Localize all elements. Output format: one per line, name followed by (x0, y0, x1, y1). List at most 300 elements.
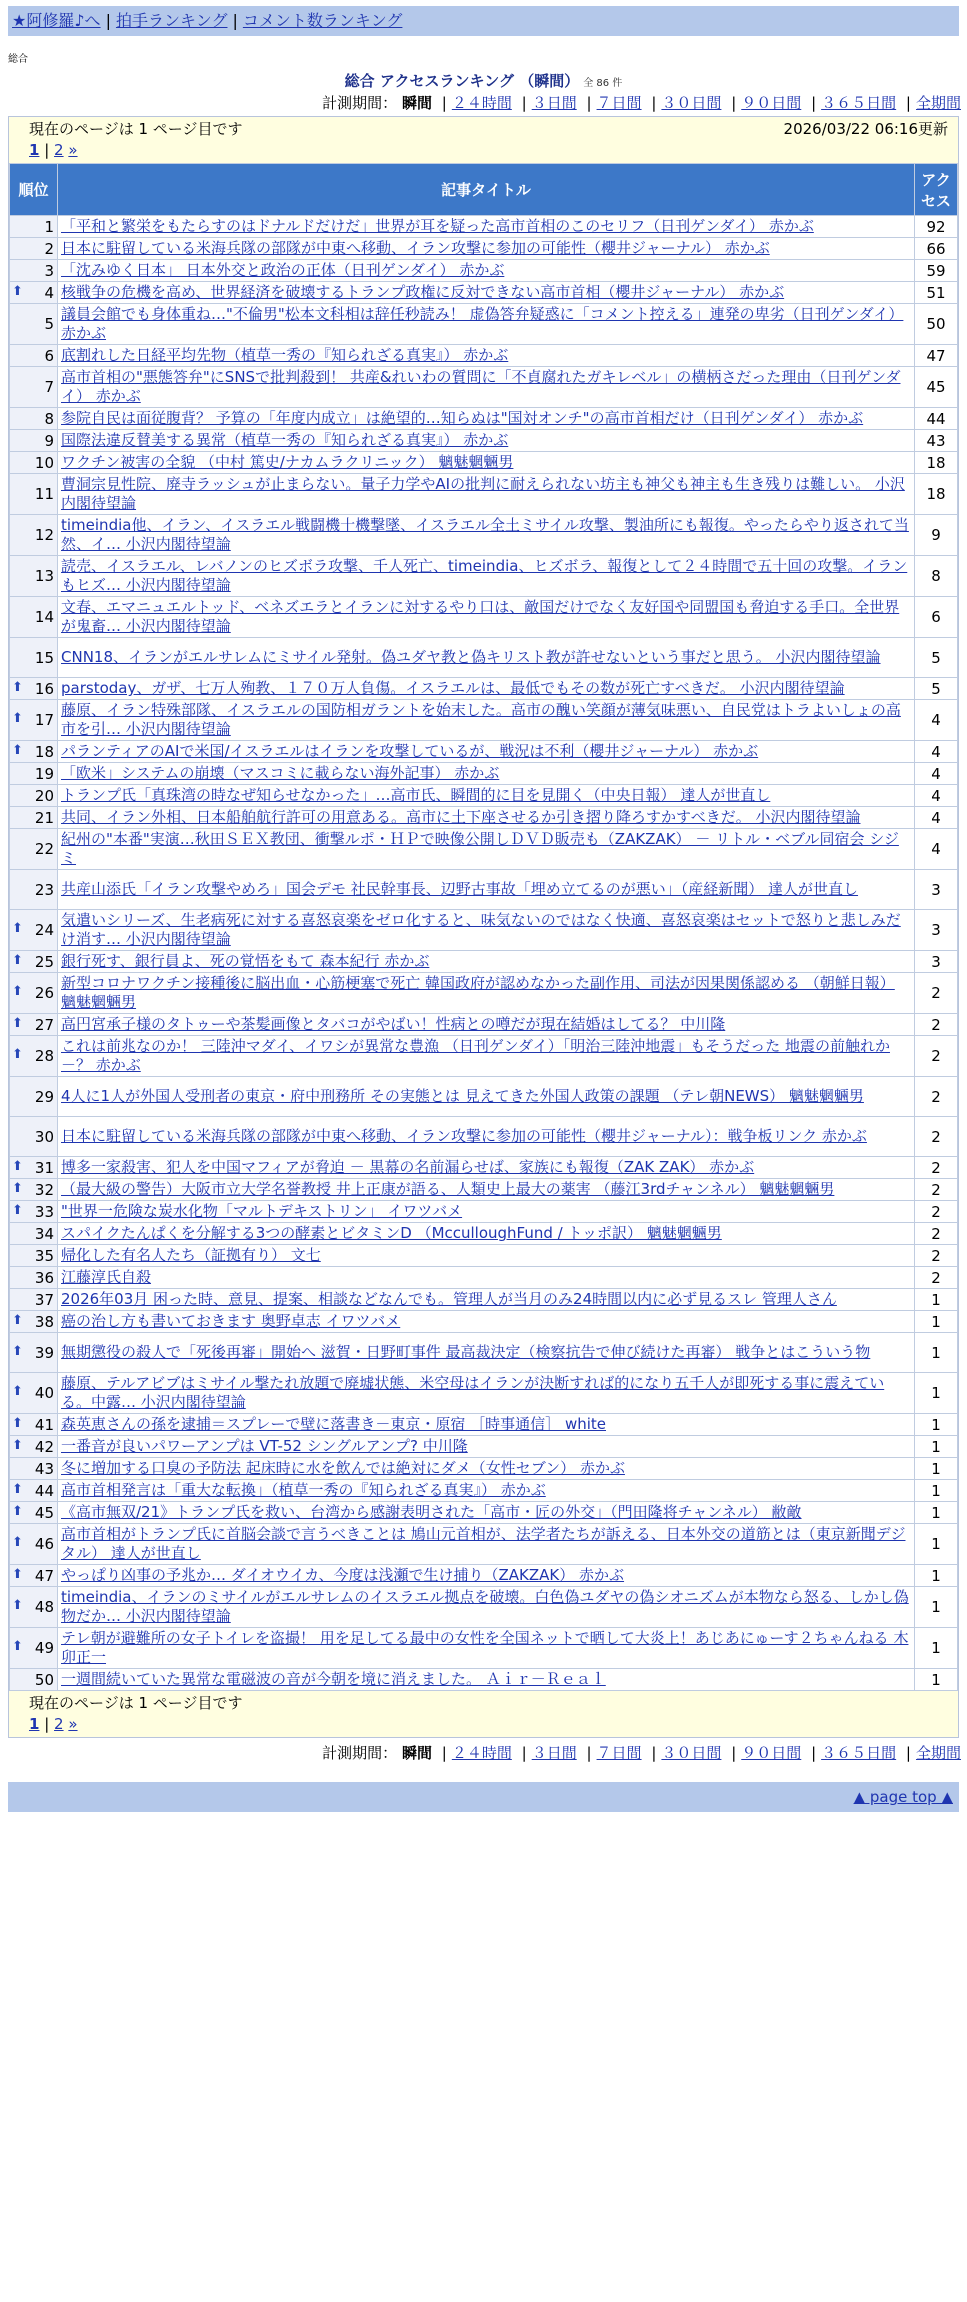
access-count: 1 (915, 1458, 958, 1480)
title-cell (58, 408, 915, 430)
title-cell (58, 597, 915, 638)
rank-cell (10, 785, 58, 807)
header-rank: 順位 (10, 164, 58, 216)
article-title-link[interactable]: 「欧米」システムの崩壊（マスコミに載らない海外記事） 赤かぶ (61, 764, 500, 782)
table-row (10, 408, 958, 430)
page-status: 現在のページは 1 ページ目です (29, 120, 243, 138)
article-title-link[interactable]: 気遣いシリーズ、生老病死に対する喜怒哀楽をゼロ化すると、味気ないのではなく快適、喜怒哀楽はセットで怒りと悲しみだけ消す… 小沢内閣待望論 (61, 911, 901, 948)
rank-number: 29 (34, 1087, 54, 1106)
rank-number: 12 (34, 526, 54, 544)
table-row (10, 430, 958, 452)
rank-number: 39 (34, 1343, 54, 1362)
title-cell (58, 1117, 915, 1157)
title-cell (58, 1480, 915, 1502)
access-count: 9 (915, 515, 958, 556)
rank-number: 45 (34, 1503, 54, 1522)
title-cell (58, 1587, 915, 1628)
article-title-link[interactable]: 藤原、テルアビブはミサイル撃たれ放題で廃墟状態、米空母はイランが決断すれば的になり五千人が即死する事に震えている。中露… 小沢内閣待望論 (61, 1374, 885, 1411)
title-cell (58, 1289, 915, 1311)
table-row (10, 870, 958, 910)
rank-up-arrow-icon: ⬆ (12, 1202, 23, 1218)
title-cell (58, 452, 915, 474)
access-count: 4 (915, 763, 958, 785)
article-title-link[interactable]: 新型コロナワクチン接種後に脳出血・心筋梗塞で死亡 韓国政府が認めなかった副作用、司法が因果関係認める （朝鮮日報） 魑魅魍魎男 (61, 974, 895, 1011)
title-cell (58, 1524, 915, 1565)
article-title-link[interactable]: テレ朝が避難所の女子トイレを盗撮！ 用を足してる最中の女性を全国ネットで晒して大炎上！あじあにゅーす２ちゃんねる 木卯正一 (61, 1629, 909, 1666)
table-row (10, 973, 958, 1014)
rank-cell (10, 1014, 58, 1036)
access-count: 6 (915, 597, 958, 638)
rank-number: 42 (34, 1437, 54, 1456)
title-cell (58, 785, 915, 807)
table-row (10, 910, 958, 951)
rank-cell (10, 1179, 58, 1201)
rank-cell (10, 408, 58, 430)
rank-number: 47 (34, 1566, 54, 1585)
article-title-link[interactable]: 2026年03月 困った時、意見、提案、相談などなんでも。管理人が当月のみ24時間以内に必ず見るスレ 管理人さん (61, 1290, 837, 1308)
page-current-bottom: 1 (29, 1715, 40, 1733)
table-row (10, 1628, 958, 1669)
rank-number: 7 (44, 378, 54, 396)
title-cell (58, 1311, 915, 1333)
period-label: 計測期間： (322, 94, 398, 112)
article-title-link[interactable]: 一番音が良いパワーアンプは VT-52 シングルアンプ? 中川隆 (61, 1437, 468, 1455)
rank-number: 10 (34, 453, 54, 472)
table-row (10, 1414, 958, 1436)
period-selector: 計測期間： 瞬間 | ２４時間 | ３日間 | ７日間 | ３０日間 | ９０日間 | ３６５日間 | 全期間 (322, 94, 961, 112)
access-count: 2 (915, 1157, 958, 1179)
title-cell (58, 1245, 915, 1267)
rank-number: 14 (34, 608, 54, 626)
access-count: 1 (915, 1565, 958, 1587)
table-row (10, 1036, 958, 1077)
title-cell (58, 1036, 915, 1077)
rank-cell (10, 1565, 58, 1587)
period-link-3d[interactable]: ３日間 (531, 94, 577, 112)
access-count: 66 (915, 238, 958, 260)
rank-cell (10, 238, 58, 260)
article-title-link[interactable]: 日本に駐留している米海兵隊の部隊が中東へ移動、イラン攻撃に参加の可能性（櫻井ジャーナル） 赤かぶ (61, 239, 770, 257)
title-cell (58, 638, 915, 678)
article-title-link[interactable]: 癌の治し方も書いておきます 奥野卓志 イワツバメ (61, 1312, 401, 1330)
article-title-link[interactable]: 銀行死す、銀行員よ、死の覚悟をもて 森本紀行 赤かぶ (61, 952, 430, 970)
title-cell (58, 260, 915, 282)
rank-up-arrow-icon: ⬆ (12, 1180, 23, 1196)
article-title-link[interactable]: 日本に駐留している米海兵隊の部隊が中東へ移動、イラン攻撃に参加の可能性（櫻井ジャーナル）：戦争板リンク 赤かぶ (61, 1127, 867, 1145)
period-link-24h-bottom[interactable]: ２４時間 (451, 1744, 512, 1762)
title-cell (58, 1628, 915, 1669)
page-top-link[interactable]: ▲ page top ▲ (853, 1788, 953, 1806)
period-link-3d-bottom[interactable]: ３日間 (531, 1744, 577, 1762)
access-count: 43 (915, 430, 958, 452)
rank-up-arrow-icon: ⬆ (12, 1415, 23, 1431)
rank-up-arrow-icon: ⬆ (12, 711, 23, 726)
title-cell (58, 216, 915, 238)
table-row (10, 260, 958, 282)
rank-number: 33 (34, 1202, 54, 1221)
access-count: 5 (915, 678, 958, 700)
rank-cell (10, 1458, 58, 1480)
rank-up-arrow-icon: ⬆ (12, 1639, 23, 1654)
rank-up-arrow-icon: ⬆ (12, 1312, 23, 1328)
title-cell (58, 474, 915, 515)
rank-number: 3 (44, 261, 54, 280)
title-cell (58, 367, 915, 408)
article-title-link[interactable]: （最大級の警告）大阪市立大学名誉教授 井上正康が語る、人類史上最大の薬害 （藤江3rdチャンネル） 魑魅魍魎男 (61, 1180, 835, 1198)
access-count: 92 (915, 216, 958, 238)
rank-cell (10, 597, 58, 638)
title-cell (58, 1157, 915, 1179)
rank-number: 50 (34, 1670, 54, 1689)
access-count: 4 (915, 785, 958, 807)
rank-number: 24 (34, 921, 54, 939)
article-title-link[interactable]: timeindia他、イラン、イスラエル戦闘機十機撃墜、イスラエル全土ミサイル攻撃、製油所にも報復。やったらやり返されて当然、イ… 小沢内閣待望論 (61, 516, 909, 553)
rank-up-arrow-icon: ⬆ (12, 1015, 23, 1031)
access-count: 3 (915, 951, 958, 973)
title-cell (58, 430, 915, 452)
article-title-link[interactable]: 共産山添氏「イラン攻撃やめろ」国会デモ 社民幹事長、辺野古事故「埋め立てるのが悪い」（産経新聞） 達人が世直し (61, 880, 859, 898)
access-count: 8 (915, 556, 958, 597)
rank-number: 28 (34, 1047, 54, 1065)
title-cell (58, 951, 915, 973)
nav-link-asyura-home[interactable]: ★阿修羅♪へ (12, 11, 101, 30)
rank-number: 38 (34, 1312, 54, 1331)
title-cell (58, 1267, 915, 1289)
period-link-90d[interactable]: ９０日間 (741, 94, 802, 112)
rank-number: 26 (34, 984, 54, 1002)
article-title-link[interactable]: 「沈みゆく日本」 日本外交と政治の正体（日刊ゲンダイ） 赤かぶ (61, 261, 505, 279)
pager-top: 現在のページは 1 ページ目です 2026/03/22 06:16更新 1 | 2 » (9, 117, 958, 163)
rank-cell (10, 1245, 58, 1267)
access-count: 2 (915, 1267, 958, 1289)
rank-cell (10, 515, 58, 556)
title-cell (58, 910, 915, 951)
header-access: アクセス (915, 164, 958, 216)
title-cell (58, 1669, 915, 1691)
article-title-link[interactable]: スパイクたんぱくを分解する3つの酵素とビタミンD （McculloughFund / トッポ訳） 魑魅魍魎男 (61, 1224, 722, 1242)
period-link-365d-bottom[interactable]: ３６５日間 (821, 1744, 897, 1762)
title-cell (58, 1373, 915, 1414)
period-link-7d[interactable]: ７日間 (596, 94, 642, 112)
access-count: 2 (915, 1201, 958, 1223)
rank-up-arrow-icon: ⬆ (12, 283, 23, 299)
rank-cell (10, 1333, 58, 1373)
title-cell (58, 238, 915, 260)
rank-number: 41 (34, 1415, 54, 1434)
nav-separator: | (105, 11, 111, 30)
title-cell (58, 1565, 915, 1587)
rank-cell (10, 1502, 58, 1524)
rank-number: 16 (34, 679, 54, 698)
article-title-link[interactable]: 核戦争の危機を高め、世界経済を破壊するトランプ政権に反対できない高市首相（櫻井ジャーナル） 赤かぶ (61, 283, 785, 301)
period-current-bottom: 瞬間 (401, 1744, 432, 1762)
title-cell (58, 870, 915, 910)
access-count: 1 (915, 1311, 958, 1333)
period-label-bottom: 計測期間： (322, 1744, 398, 1762)
rank-cell (10, 474, 58, 515)
period-link-365d[interactable]: ３６５日間 (821, 94, 897, 112)
period-link-30d[interactable]: ３０日間 (661, 94, 722, 112)
rank-cell (10, 282, 58, 304)
article-title-link[interactable]: 参院自民は面従腹背？ 予算の「年度内成立」は絶望的…知らぬは"国対オンチ"の高市首相だけ（日刊ゲンダイ） 赤かぶ (61, 409, 864, 427)
title-cell (58, 1414, 915, 1436)
title-cell (58, 1179, 915, 1201)
rank-cell (10, 829, 58, 870)
access-count: 2 (915, 973, 958, 1014)
article-title-link[interactable]: timeindia、イランのミサイルがエルサレムのイスラエル拠点を破壊。白色偽ユダヤの偽シオニズムが本物なら怒る、しかし偽物だか… 小沢内閣待望論 (61, 1588, 909, 1625)
rank-number: 15 (34, 648, 54, 667)
rank-cell (10, 1587, 58, 1628)
table-row (10, 452, 958, 474)
access-count: 1 (915, 1524, 958, 1565)
rank-number: 27 (34, 1015, 54, 1034)
article-title-link[interactable]: 議員会館でも身体重ね…"不倫男"松本文科相は辞任秒読み！ 虚偽答弁疑惑に「コメント控える」連発の卑劣（日刊ゲンダイ） 赤かぶ (61, 305, 904, 342)
rank-number: 35 (34, 1246, 54, 1265)
rank-number: 9 (44, 431, 54, 450)
article-title-link[interactable]: "世界一危険な炭水化物「マルトデキストリン」 イワツバメ (61, 1202, 463, 1220)
table-row (10, 785, 958, 807)
article-title-link[interactable]: 一週間続いていた異常な電磁波の音が今朝を境に消えました。 Ａｉｒ－Ｒｅａｌ (61, 1670, 606, 1688)
rank-cell (10, 1628, 58, 1669)
table-row (10, 304, 958, 345)
rank-number: 37 (34, 1290, 54, 1309)
article-title-link[interactable]: 4人に1人が外国人受刑者の東京・府中刑務所 その実態とは 見えてきた外国人政策の課題 （テレ朝NEWS） 魑魅魍魎男 (61, 1087, 864, 1105)
rank-cell (10, 1373, 58, 1414)
table-row (10, 367, 958, 408)
period-selector-bottom: 計測期間： 瞬間 | ２４時間 | ３日間 | ７日間 | ３０日間 | ９０日間 | ３６５日間 | 全期間 (322, 1744, 961, 1762)
access-count: 2 (915, 1223, 958, 1245)
nav-link-clap-ranking[interactable]: 拍手ランキング (115, 11, 228, 30)
article-title-link[interactable]: トランプ氏「真珠湾の時なぜ知らせなかった」…高市氏、瞬間的に目を見開く（中央日報） 達人が世直し (61, 786, 771, 804)
title-cell (58, 1436, 915, 1458)
table-row (10, 763, 958, 785)
page-link-2[interactable]: 2 (54, 141, 64, 159)
pager-bottom: 現在のページは 1 ページ目です 1 | 2 » (9, 1691, 958, 1737)
access-count: 1 (915, 1480, 958, 1502)
table-row (10, 700, 958, 741)
rank-up-arrow-icon: ⬆ (12, 1343, 23, 1359)
rank-cell (10, 260, 58, 282)
period-link-90d-bottom[interactable]: ９０日間 (741, 1744, 802, 1762)
rank-number: 11 (34, 485, 54, 503)
article-title-link[interactable]: 帰化した有名人たち（証拠有り） 文七 (61, 1246, 321, 1264)
rank-number: 8 (44, 409, 54, 428)
rank-cell (10, 1036, 58, 1077)
rank-number: 49 (34, 1639, 54, 1657)
table-row (10, 238, 958, 260)
page-link-2-bottom[interactable]: 2 (54, 1715, 64, 1733)
header-title: 記事タイトル (58, 164, 915, 216)
ranking-title: 総合 アクセスランキング （瞬間） (344, 72, 580, 90)
article-title-link[interactable]: 紀州の"本番"実演…秋田ＳＥＸ教団、衝撃ルポ・ＨＰで映像公開しＤＶＤ販売も（ZAKZAK） － リトル・ベブル同宿会 シジミ (61, 830, 899, 867)
access-count: 18 (915, 452, 958, 474)
rank-cell (10, 638, 58, 678)
article-title-link[interactable]: 高市首相がトランプ氏に首脳会談で言うべきことは 鳩山元首相が、法学者たちが訴える、日本外交の道筋とは（東京新聞デジタル） 達人が世直し (61, 1525, 906, 1562)
article-title-link[interactable]: 江藤淳氏自殺 (61, 1268, 152, 1286)
rank-number: 31 (34, 1158, 54, 1177)
table-row (10, 1524, 958, 1565)
title-cell (58, 807, 915, 829)
rank-up-arrow-icon: ⬆ (12, 921, 23, 936)
table-row (10, 345, 958, 367)
rank-number: 13 (34, 567, 54, 585)
table-row (10, 556, 958, 597)
footer-bar (8, 1782, 959, 1812)
table-row (10, 1117, 958, 1157)
rank-cell (10, 807, 58, 829)
table-row (10, 216, 958, 238)
nav-link-comment-ranking[interactable]: コメント数ランキング (242, 11, 403, 30)
access-count: 2 (915, 1014, 958, 1036)
rank-number: 30 (34, 1127, 54, 1146)
access-count: 51 (915, 282, 958, 304)
rank-cell (10, 678, 58, 700)
access-count: 1 (915, 1436, 958, 1458)
page-next-link[interactable]: » (68, 141, 78, 159)
table-row (10, 1458, 958, 1480)
table-row (10, 1201, 958, 1223)
title-cell (58, 282, 915, 304)
rank-cell (10, 216, 58, 238)
article-title-link[interactable]: 無期懲役の殺人で「死後再審」開始へ 滋賀・日野町事件 最高裁決定（検察抗告で伸び続けた再審） 戦争とはこういう物 (61, 1343, 871, 1361)
article-title-link[interactable]: 森英恵さんの孫を逮捕＝スプレーで壁に落書き－東京・原宿 ［時事通信］ white (61, 1415, 606, 1433)
rank-number: 4 (44, 283, 54, 302)
article-title-link[interactable]: やっぱり凶事の予兆か… ダイオウイカ、今度は浅瀬で生け捕り（ZAKZAK） 赤かぶ (61, 1566, 625, 1584)
rank-number: 18 (34, 742, 54, 761)
article-title-link[interactable]: 藤原、イラン特殊部隊、イスラエルの国防相ガラントを始末した。高市の醜い笑顔が薄気味悪い、自民党はトラよいしょの高市を引… 小沢内閣待望論 (61, 701, 901, 738)
access-count: 2 (915, 1077, 958, 1117)
period-link-30d-bottom[interactable]: ３０日間 (661, 1744, 722, 1762)
title-cell (58, 1201, 915, 1223)
article-title-link[interactable]: CNN18、イランがエルサレムにミサイル発射。偽ユダヤ教と偽キリスト教が許せないという事だと思う。 小沢内閣待望論 (61, 648, 881, 666)
title-cell (58, 1223, 915, 1245)
article-title-link[interactable]: 冬に増加する口臭の予防法 起床時に水を飲んでは絶対にダメ（女性セブン） 赤かぶ (61, 1459, 625, 1477)
article-title-link[interactable]: 《高市無双/21》トランプ氏を救い、台湾から感謝表明された「高市・匠の外交」（門田隆将チャンネル） 敝敵 (61, 1503, 802, 1521)
rank-number: 21 (34, 808, 54, 827)
updated-time: 2026/03/22 06:16更新 (783, 120, 948, 138)
article-title-link[interactable]: 共同、イラン外相、日本船舶航行許可の用意ある。高市に土下座させるか引き摺り降ろすかすべきだ。 小沢内閣待望論 (61, 808, 861, 826)
table-row (10, 1179, 958, 1201)
period-link-24h[interactable]: ２４時間 (451, 94, 512, 112)
article-title-link[interactable]: 「平和と繁栄をもたらすのはドナルドだけだ」世界が耳を疑った高市首相のこのセリフ（日刊ゲンダイ） 赤かぶ (61, 217, 814, 235)
table-row (10, 1333, 958, 1373)
ranking-table (9, 163, 958, 1691)
table-row (10, 1587, 958, 1628)
article-title-link[interactable]: ワクチン被害の全貌 （中村 篤史/ナカムラクリニック） 魑魅魍魎男 (61, 453, 514, 471)
access-count: 4 (915, 741, 958, 763)
table-row (10, 829, 958, 870)
rank-cell (10, 870, 58, 910)
article-title-link[interactable]: 高市首相発言は「重大な転換」（植草一秀の『知られざる真実』） 赤かぶ (61, 1481, 546, 1499)
rank-up-arrow-icon: ⬆ (12, 1503, 23, 1519)
rank-cell (10, 430, 58, 452)
page-next-link-bottom[interactable]: » (68, 1715, 78, 1733)
table-row (10, 515, 958, 556)
access-count: 5 (915, 638, 958, 678)
access-count: 4 (915, 700, 958, 741)
title-cell (58, 515, 915, 556)
article-title-link[interactable]: 読売、イスラエル、レバノンのヒズボラ攻撃、千人死亡、timeindia、ヒズボラ、報復として２４時間で五十回の攻撃。イラン もヒズ… 小沢内閣待望論 (61, 557, 908, 594)
title-cell (58, 763, 915, 785)
access-count: 1 (915, 1587, 958, 1628)
rank-cell (10, 345, 58, 367)
page-current: 1 (29, 141, 40, 159)
article-title-link[interactable]: parstoday、ガザ、七万人殉教、１７０万人負傷。イスラエルは、最低でもその数が死亡すべきだ。 小沢内閣待望論 (61, 679, 845, 697)
rank-up-arrow-icon: ⬆ (12, 1566, 23, 1582)
article-title-link[interactable]: 国際法違反賛美する異常（植草一秀の『知られざる真実』） 赤かぶ (61, 431, 509, 449)
table-row (10, 1311, 958, 1333)
table-row (10, 597, 958, 638)
article-title-link[interactable]: 高市首相の"悪態答弁"にSNSで批判殺到！ 共産&れいわの質問に「不貞腐れたガキレベル」の横柄さだった理由（日刊ゲンダイ） 赤かぶ (61, 368, 901, 405)
rank-number: 48 (34, 1598, 54, 1616)
category-label: 総合 (8, 54, 28, 65)
table-row (10, 807, 958, 829)
title-cell (58, 700, 915, 741)
access-count: 2 (915, 1179, 958, 1201)
rank-cell (10, 951, 58, 973)
top-nav-bar (8, 6, 959, 36)
article-title-link[interactable]: パランティアのAIで米国/イスラエルはイランを攻撃しているが、戦況は不利（櫻井ジャーナル） 赤かぶ (61, 742, 759, 760)
title-cell (58, 1333, 915, 1373)
rank-number: 6 (44, 346, 54, 365)
title-cell (58, 829, 915, 870)
article-title-link[interactable]: 文春、エマニュエルトッド、ベネズエラとイランに対するやり口は、敵国だけでなく友好国や同盟国も脅迫する手口。全世界が鬼畜… 小沢内閣待望論 (61, 598, 900, 635)
access-count: 18 (915, 474, 958, 515)
access-count: 1 (915, 1628, 958, 1669)
article-title-link[interactable]: これは前兆なのか！ 三陸沖マダイ、イワシが異常な豊漁 （日刊ゲンダイ）「明治三陸沖地震」もそうだった 地震の前触れか－？ 赤かぶ (61, 1037, 890, 1074)
rank-number: 20 (34, 786, 54, 805)
ranking-rows (10, 216, 958, 1691)
article-title-link[interactable]: 曹洞宗見性院、廃寺ラッシュが止まらない。量子力学やAIの批判に耐えられない坊主も神父も神主も生き残りは難しい。 小沢内閣待望論 (61, 475, 905, 512)
rank-number: 40 (34, 1384, 54, 1402)
rank-cell (10, 910, 58, 951)
rank-up-arrow-icon: ⬆ (12, 952, 23, 968)
nav-separator: | (232, 11, 238, 30)
article-title-link[interactable]: 博多一家殺害、犯人を中国マフィアが脅迫 － 黒幕の名前漏らせば、家族にも報復（ZAK ZAK） 赤かぶ (61, 1158, 755, 1176)
title-cell (58, 1014, 915, 1036)
table-row (10, 1565, 958, 1587)
page-status-bottom: 現在のページは 1 ページ目です (29, 1694, 243, 1712)
page-title (0, 70, 967, 92)
table-row (10, 1502, 958, 1524)
article-title-link[interactable]: 高円宮承子様のタトゥーや茶髪画像とタバコがやばい！性病との噂だが現在結婚はしてる？ 中川隆 (61, 1015, 726, 1033)
item-count: 全 86 件 (583, 78, 623, 89)
rank-up-arrow-icon: ⬆ (12, 1158, 23, 1174)
access-count: 1 (915, 1414, 958, 1436)
period-link-all[interactable]: 全期間 (915, 94, 961, 112)
rank-cell (10, 1524, 58, 1565)
table-row (10, 951, 958, 973)
rank-cell (10, 1223, 58, 1245)
table-row (10, 1245, 958, 1267)
table-row (10, 1669, 958, 1691)
period-link-all-bottom[interactable]: 全期間 (915, 1744, 961, 1762)
rank-number: 34 (34, 1224, 54, 1243)
table-row (10, 1436, 958, 1458)
rank-number: 44 (34, 1481, 54, 1500)
access-count: 3 (915, 870, 958, 910)
rank-number: 32 (34, 1180, 54, 1199)
access-count: 47 (915, 345, 958, 367)
access-count: 4 (915, 829, 958, 870)
article-title-link[interactable]: 底割れした日経平均先物（植草一秀の『知られざる真実』） 赤かぶ (61, 346, 509, 364)
rank-cell (10, 367, 58, 408)
period-link-7d-bottom[interactable]: ７日間 (596, 1744, 642, 1762)
title-cell (58, 556, 915, 597)
rank-cell (10, 1669, 58, 1691)
access-count: 4 (915, 807, 958, 829)
access-count: 45 (915, 367, 958, 408)
